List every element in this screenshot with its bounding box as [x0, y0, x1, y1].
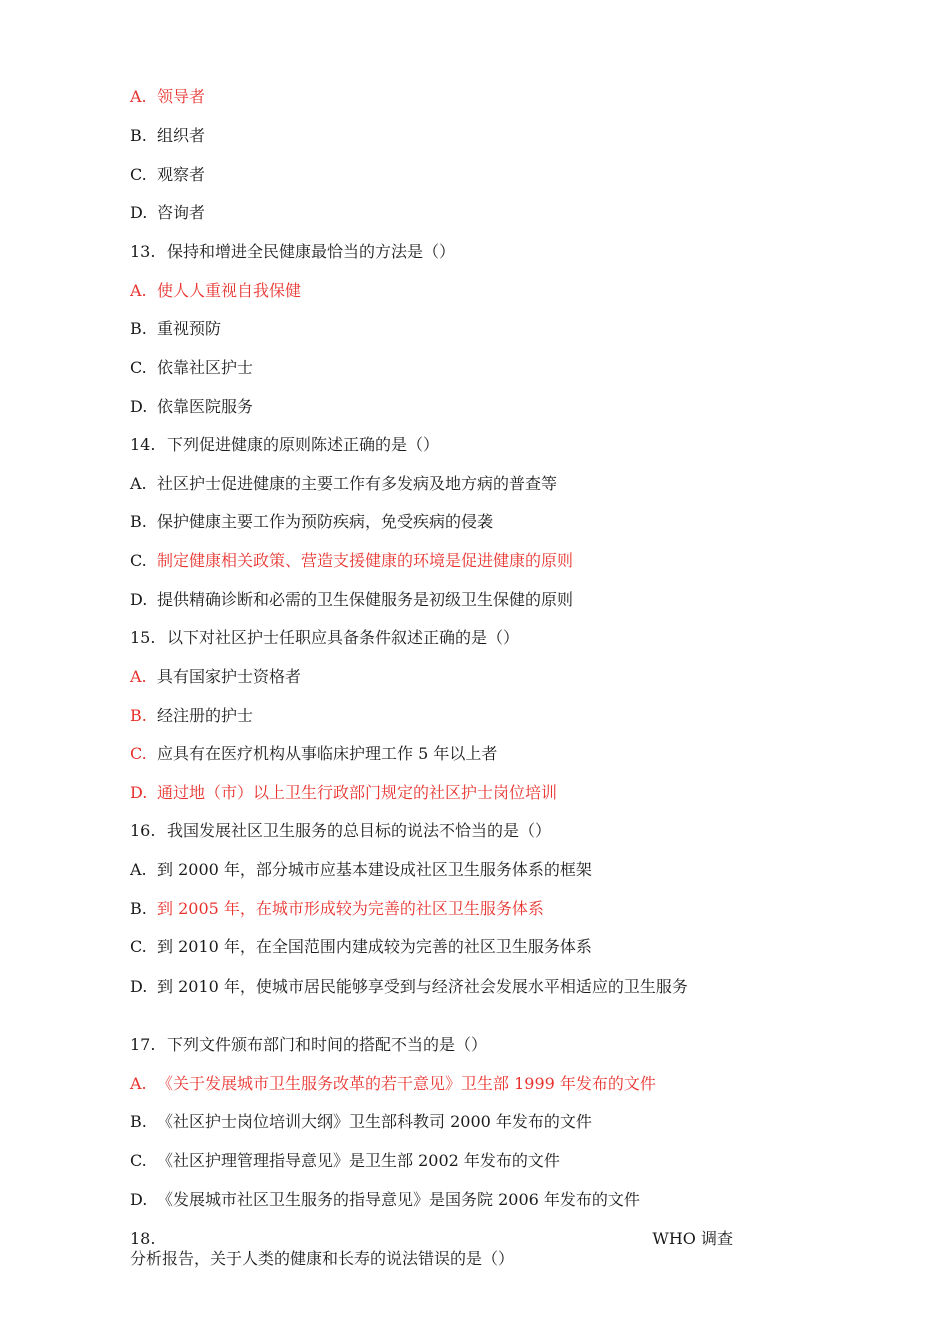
q13-option-d: D. 依靠医院服务: [130, 397, 254, 416]
q13-option-c: C. 依靠社区护士: [130, 358, 254, 377]
q15-option-a: A. 具有国家护士资格者: [130, 667, 302, 686]
q16-stem: 16. 我国发展社区卫生服务的总目标的说法不恰当的是（）: [130, 821, 552, 840]
q16-option-c: C. 到 2010 年，在全国范围内建成较为完善的社区卫生服务体系: [130, 937, 592, 956]
q15-stem: 15. 以下对社区护士任职应具备条件叙述正确的是（）: [130, 628, 520, 647]
q13-option-b: B. 重视预防: [130, 319, 222, 338]
q15-option-b: B. 经注册的护士: [130, 706, 254, 725]
q17-option-a: A. 《关于发展城市卫生服务改革的若干意见》卫生部 1999 年发布的文件: [130, 1074, 656, 1093]
q18-stem-head: [130, 1229, 733, 1249]
q17-option-d: D. 《发展城市社区卫生服务的指导意见》是国务院 2006 年发布的文件: [130, 1190, 640, 1209]
q14-option-b: B. 保护健康主要工作为预防疾病，免受疾病的侵袭: [130, 512, 494, 531]
q14-option-a: A. 社区护士促进健康的主要工作有多发病及地方病的普查等: [130, 474, 558, 493]
q16-option-b: B. 到 2005 年，在城市形成较为完善的社区卫生服务体系: [130, 899, 544, 918]
q14-option-c: C. 制定健康相关政策、营造支援健康的环境是促进健康的原则: [130, 551, 574, 570]
q18-stem-head-text: WHO 调查: [652, 1229, 733, 1248]
q15-option-d: D. 通过地（市）以上卫生行政部门规定的社区护士岗位培训: [130, 783, 558, 802]
q12-option-a: A. 领导者: [130, 87, 206, 106]
q16-option-d: D. 到 2010 年，使城市居民能够享受到与经济社会发展水平相适应的卫生服务: [130, 977, 688, 996]
q13-option-a: A. 使人人重视自我保健: [130, 281, 302, 300]
q14-stem: 14. 下列促进健康的原则陈述正确的是（）: [130, 435, 440, 454]
q17-stem: 17. 下列文件颁布部门和时间的搭配不当的是（）: [130, 1035, 488, 1054]
q17-option-c: C. 《社区护理管理指导意见》是卫生部 2002 年发布的文件: [130, 1151, 560, 1170]
q14-option-d: D. 提供精确诊断和必需的卫生保健服务是初级卫生保健的原则: [130, 590, 574, 609]
q18-number: 18.: [130, 1229, 156, 1248]
q18-stem-tail: 分析报告，关于人类的健康和长寿的说法错误的是（）: [130, 1249, 515, 1268]
q12-option-b: B. 组织者: [130, 126, 206, 145]
q12-option-d: D. 咨询者: [130, 203, 206, 222]
q17-option-b: B. 《社区护士岗位培训大纲》卫生部科教司 2000 年发布的文件: [130, 1112, 592, 1131]
q15-option-c: C. 应具有在医疗机构从事临床护理工作 5 年以上者: [130, 744, 498, 763]
q13-stem: 13. 保持和增进全民健康最恰当的方法是（）: [130, 242, 456, 261]
q12-option-c: C. 观察者: [130, 165, 206, 184]
q16-option-a: A. 到 2000 年，部分城市应基本建设成社区卫生服务体系的框架: [130, 860, 592, 879]
